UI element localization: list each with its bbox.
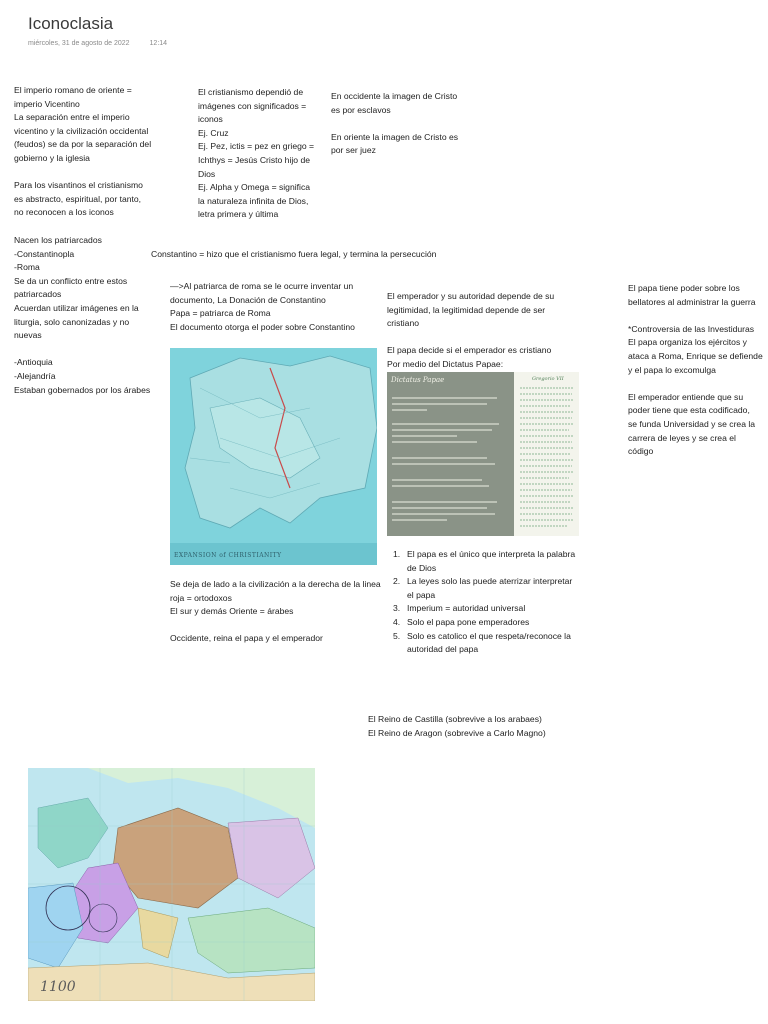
dictatus-papae-list[interactable] (387, 548, 575, 657)
note-line: En occidente la imagen de Cristo (331, 91, 458, 101)
note-iconos[interactable] (198, 86, 314, 222)
dictatus-list-item (387, 548, 575, 575)
note-papa-poder[interactable] (628, 282, 763, 459)
note-imperio-oriente[interactable] (14, 84, 151, 220)
note-line: El papa tiene poder sobre los (628, 283, 740, 293)
note-line (331, 117, 458, 131)
list-item-line: Imperium = autoridad universal (407, 603, 526, 614)
note-line: por ser juez (331, 145, 376, 156)
note-constantino[interactable] (151, 248, 436, 262)
note-line: la naturaleza infinita de Dios, (198, 195, 309, 206)
list-number: 4. (393, 616, 401, 627)
dictatus-text-lines (387, 372, 514, 536)
note-line: El emperador y su autoridad depende de su (387, 291, 555, 301)
dictatus-list-item (387, 630, 575, 657)
note-line: patriarcados (14, 289, 62, 300)
page-timestamp (28, 40, 185, 47)
page-title: Iconoclasia (28, 14, 114, 33)
note-line: código (628, 446, 654, 457)
europe-1100-graphic (28, 768, 315, 1001)
note-line: imperio Vicentino (14, 98, 80, 109)
note-line: nuevas (14, 330, 42, 341)
dictatus-list-item (387, 602, 575, 616)
note-line: imágenes con significados = (198, 100, 307, 111)
page-date: miércoles, 31 de agosto de 2022 (28, 40, 130, 47)
note-line: roja = ortodoxos (170, 592, 232, 603)
note-line: El sur y demás Oriente = árabes (170, 606, 294, 617)
dictatus-manuscript-heading: Gregorio VII (532, 376, 564, 382)
note-line: El cristianismo dependió de (198, 87, 304, 97)
note-reinos[interactable] (368, 713, 546, 740)
dictatus-list-item (387, 616, 575, 630)
note-line (628, 309, 763, 323)
list-item-line: autoridad del papa (407, 644, 479, 655)
list-item-line: La leyes solo las puede aterrizar interpretar (407, 576, 573, 587)
note-line: *Controversia de las Investiduras (628, 323, 755, 334)
note-line: -Antioquia (14, 357, 53, 368)
list-item-line: El papa es el único que interpreta la palabra (407, 549, 576, 559)
note-line: cristiano (387, 318, 419, 329)
note-line: —>Al patriarca de roma se le ocurre inventar un (170, 281, 354, 291)
note-line: -Constantinopla (14, 248, 75, 259)
note-linea-roja[interactable] (170, 578, 381, 646)
note-line: El imperio romano de oriente = (14, 85, 132, 95)
list-number: 5. (393, 630, 401, 641)
note-line: Se deja de lado a la civilización a la derecha de la linea (170, 579, 381, 589)
europe-map-year: 1100 (40, 979, 76, 995)
expansion-map-caption: EXPANSION of CHRISTIANITY (174, 552, 282, 559)
note-line: Nacen los patriarcados (14, 235, 102, 245)
expansion-map-graphic (170, 348, 377, 565)
note-line: gobierno y la iglesia (14, 152, 90, 163)
note-line: liturgia, solo canonizadas y no (14, 316, 130, 327)
note-line: El Reino de Castilla (sobrevive a los arabaes) (368, 714, 542, 724)
note-line: legitimidad, la legitimidad depende de ser (387, 304, 546, 315)
note-donacion-constantino[interactable] (170, 280, 355, 334)
dictatus-papae-image[interactable] (387, 372, 579, 536)
note-line: ataca a Roma, Enrique se defiende (628, 350, 763, 361)
note-line: es por esclavos (331, 104, 391, 115)
note-line: En oriente la imagen de Cristo es (331, 131, 459, 142)
list-item-line: el papa (407, 589, 436, 600)
note-line: Ej. Cruz (198, 127, 229, 138)
note-line: -Roma (14, 262, 40, 273)
note-line: El papa decide si el emperador es cristiano (387, 345, 552, 356)
list-item-line: de Dios (407, 562, 437, 573)
note-line: Ej. Pez, ictis = pez en griego = (198, 141, 315, 152)
dictatus-left-panel (387, 372, 514, 536)
note-line: Occidente, reina el papa y el emperador (170, 633, 323, 644)
note-line: carrera de leyes y se crea el (628, 432, 736, 443)
expansion-christianity-map[interactable] (170, 348, 377, 565)
note-line: Papa = patriarca de Roma (170, 308, 271, 319)
note-line: El documento otorga el poder sobre Constantino (170, 321, 355, 332)
list-number: 2. (393, 576, 401, 587)
note-line: La separación entre el imperio (14, 112, 130, 123)
note-line: Se da un conflicto entre estos (14, 275, 128, 286)
note-line: vicentino y la civilización occidental (14, 125, 149, 136)
note-line: El Reino de Aragon (sobrevive a Carlo Magno) (368, 727, 546, 738)
note-constantino-text: Constantino = hizo que el cristianismo fuera legal, y termina la persecución (151, 249, 437, 259)
note-line: Para los visantinos el cristianismo (14, 180, 143, 191)
note-line: bellatores al administrar la guerra (628, 296, 756, 307)
note-line (628, 377, 763, 391)
note-emperador-legitimidad[interactable] (387, 290, 554, 372)
dictatus-title: Dictatus Papae (391, 376, 445, 384)
note-line (14, 166, 151, 180)
page-time: 12:14 (149, 40, 168, 47)
note-line: Estaban gobernados por los árabes (14, 384, 151, 395)
list-item-line: Solo el papa pone emperadores (407, 616, 530, 627)
note-line: no reconocen a los iconos (14, 207, 114, 218)
note-imagen-cristo[interactable] (331, 90, 458, 158)
note-line: Acuerdan utilizar imágenes en la (14, 302, 139, 313)
note-line: -Alejandría (14, 370, 56, 381)
list-number: 3. (393, 603, 401, 614)
note-line: Ej. Alpha y Omega = significa (198, 182, 311, 193)
note-line: Dios (198, 168, 216, 179)
list-item-line: Solo es catolico el que respeta/reconoce la (407, 630, 571, 641)
note-line: documento, La Donación de Constantino (170, 294, 326, 305)
note-line: y el papa lo excomulga (628, 364, 716, 375)
note-line: iconos (198, 114, 223, 125)
note-line: Por medio del Dictatus Papae: (387, 358, 504, 369)
europe-1100-map[interactable] (28, 768, 315, 1001)
list-number: 1. (393, 549, 401, 559)
note-line: Ichthys = Jesús Cristo hijo de (198, 154, 311, 165)
note-line: se funda Universidad y se crea la (628, 418, 756, 429)
note-line: El emperador entiende que su (628, 391, 744, 402)
note-line (14, 343, 150, 357)
note-line: es abstracto, espiritual, por tanto, (14, 193, 142, 204)
note-line: poder tiene que esta codificado, (628, 405, 750, 416)
note-line: El papa organiza los ejércitos y (628, 337, 747, 348)
note-line: (feudos) se da por la separación del (14, 139, 152, 150)
note-patriarcados[interactable] (14, 234, 150, 397)
note-line (387, 331, 554, 345)
dictatus-manuscript-panel (514, 372, 579, 536)
dictatus-list-item (387, 575, 575, 602)
note-line (170, 619, 381, 633)
manuscript-lines (514, 372, 579, 536)
note-line: letra primera y última (198, 209, 279, 220)
